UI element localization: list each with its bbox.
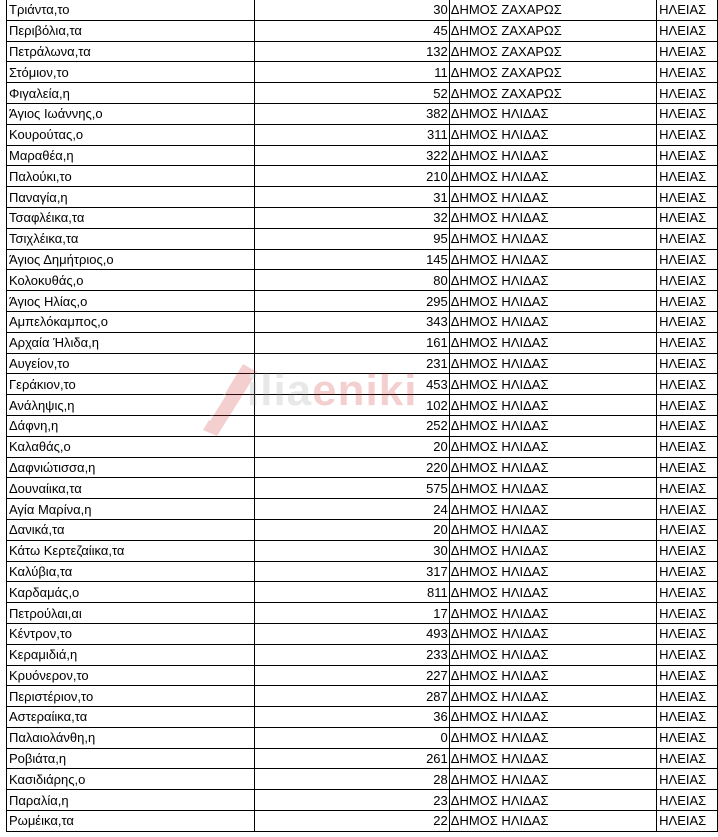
- cell-prefecture[interactable]: ΗΛΕΙΑΣ: [657, 415, 718, 436]
- cell-place[interactable]: Κουρούτας,ο: [7, 124, 255, 145]
- cell-municipality[interactable]: ΔΗΜΟΣ ΗΛΙΔΑΣ: [449, 228, 656, 249]
- cell-municipality[interactable]: ΔΗΜΟΣ ΗΛΙΔΑΣ: [449, 665, 656, 686]
- table-row: [7, 748, 718, 769]
- cell-place[interactable]: Άγιος Ιωάννης,ο: [7, 103, 255, 124]
- table-row: [7, 790, 718, 811]
- table-row: [7, 41, 718, 62]
- population-table: [6, 0, 718, 832]
- cell-place[interactable]: Ρωμέικα,τα: [7, 811, 255, 832]
- cell-prefecture[interactable]: ΗΛΕΙΑΣ: [657, 665, 718, 686]
- cell-prefecture[interactable]: ΗΛΕΙΑΣ: [657, 395, 718, 416]
- cell-place[interactable]: Τριάντα,το: [7, 0, 255, 20]
- cell-prefecture[interactable]: ΗΛΕΙΑΣ: [657, 457, 718, 478]
- cell-municipality[interactable]: ΔΗΜΟΣ ΗΛΙΔΑΣ: [449, 790, 656, 811]
- cell-population[interactable]: 31: [254, 187, 449, 208]
- cell-municipality[interactable]: ΔΗΜΟΣ ΗΛΙΔΑΣ: [449, 187, 656, 208]
- cell-prefecture[interactable]: ΗΛΕΙΑΣ: [657, 20, 718, 41]
- table-row: [7, 0, 718, 20]
- cell-population[interactable]: 161: [254, 332, 449, 353]
- table-row: [7, 124, 718, 145]
- cell-municipality[interactable]: ΔΗΜΟΣ ΗΛΙΔΑΣ: [449, 686, 656, 707]
- cell-population[interactable]: 382: [254, 103, 449, 124]
- cell-population[interactable]: 231: [254, 353, 449, 374]
- cell-municipality[interactable]: ΔΗΜΟΣ ΗΛΙΔΑΣ: [449, 499, 656, 520]
- table-row: [7, 644, 718, 665]
- cell-municipality[interactable]: ΔΗΜΟΣ ΗΛΙΔΑΣ: [449, 540, 656, 561]
- cell-prefecture[interactable]: ΗΛΕΙΑΣ: [657, 644, 718, 665]
- cell-municipality[interactable]: ΔΗΜΟΣ ΗΛΙΔΑΣ: [449, 707, 656, 728]
- cell-prefecture[interactable]: ΗΛΕΙΑΣ: [657, 686, 718, 707]
- cell-prefecture[interactable]: ΗΛΕΙΑΣ: [657, 707, 718, 728]
- cell-population[interactable]: 493: [254, 623, 449, 644]
- cell-population[interactable]: 20: [254, 436, 449, 457]
- cell-municipality[interactable]: ΔΗΜΟΣ ΗΛΙΔΑΣ: [449, 353, 656, 374]
- cell-municipality[interactable]: ΔΗΜΟΣ ΗΛΙΔΑΣ: [449, 207, 656, 228]
- table-row: [7, 457, 718, 478]
- cell-place[interactable]: Δουναίικα,τα: [7, 478, 255, 499]
- cell-place[interactable]: Δανικά,τα: [7, 519, 255, 540]
- cell-place[interactable]: Ροβιάτα,η: [7, 748, 255, 769]
- cell-municipality[interactable]: ΔΗΜΟΣ ΗΛΙΔΑΣ: [449, 145, 656, 166]
- cell-prefecture[interactable]: ΗΛΕΙΑΣ: [657, 748, 718, 769]
- cell-place[interactable]: Φιγαλεία,η: [7, 83, 255, 104]
- table-row: [7, 415, 718, 436]
- table-row: [7, 499, 718, 520]
- cell-population[interactable]: 24: [254, 499, 449, 520]
- cell-municipality[interactable]: ΔΗΜΟΣ ΗΛΙΔΑΣ: [449, 748, 656, 769]
- cell-population[interactable]: 287: [254, 686, 449, 707]
- cell-place[interactable]: Δάφνη,η: [7, 415, 255, 436]
- cell-population[interactable]: 95: [254, 228, 449, 249]
- table-row: [7, 519, 718, 540]
- cell-prefecture[interactable]: ΗΛΕΙΑΣ: [657, 519, 718, 540]
- cell-municipality[interactable]: ΔΗΜΟΣ ΗΛΙΔΑΣ: [449, 415, 656, 436]
- cell-prefecture[interactable]: ΗΛΕΙΑΣ: [657, 603, 718, 624]
- cell-prefecture[interactable]: ΗΛΕΙΑΣ: [657, 41, 718, 62]
- cell-municipality[interactable]: ΔΗΜΟΣ ΗΛΙΔΑΣ: [449, 436, 656, 457]
- table-row: [7, 478, 718, 499]
- table-row: [7, 582, 718, 603]
- cell-municipality[interactable]: ΔΗΜΟΣ ΗΛΙΔΑΣ: [449, 561, 656, 582]
- cell-municipality[interactable]: ΔΗΜΟΣ ΖΑΧΑΡΩΣ: [449, 83, 656, 104]
- cell-place[interactable]: Παλούκι,το: [7, 166, 255, 187]
- cell-municipality[interactable]: ΔΗΜΟΣ ΗΛΙΔΑΣ: [449, 332, 656, 353]
- cell-prefecture[interactable]: ΗΛΕΙΑΣ: [657, 166, 718, 187]
- cell-municipality[interactable]: ΔΗΜΟΣ ΗΛΙΔΑΣ: [449, 270, 656, 291]
- cell-municipality[interactable]: ΔΗΜΟΣ ΖΑΧΑΡΩΣ: [449, 0, 656, 20]
- cell-prefecture[interactable]: ΗΛΕΙΑΣ: [657, 103, 718, 124]
- cell-place[interactable]: Καλαθάς,ο: [7, 436, 255, 457]
- cell-prefecture[interactable]: ΗΛΕΙΑΣ: [657, 207, 718, 228]
- table-row: [7, 811, 718, 832]
- cell-municipality[interactable]: ΔΗΜΟΣ ΗΛΙΔΑΣ: [449, 811, 656, 832]
- cell-municipality[interactable]: ΔΗΜΟΣ ΗΛΙΔΑΣ: [449, 249, 656, 270]
- cell-place[interactable]: Άγιος Ηλίας,ο: [7, 291, 255, 312]
- cell-place[interactable]: Πετράλωνα,τα: [7, 41, 255, 62]
- cell-place[interactable]: Αμπελόκαμπος,ο: [7, 311, 255, 332]
- cell-population[interactable]: 11: [254, 62, 449, 83]
- cell-prefecture[interactable]: ΗΛΕΙΑΣ: [657, 291, 718, 312]
- cell-prefecture[interactable]: ΗΛΕΙΑΣ: [657, 540, 718, 561]
- cell-population[interactable]: 233: [254, 644, 449, 665]
- table-row: [7, 727, 718, 748]
- cell-prefecture[interactable]: ΗΛΕΙΑΣ: [657, 790, 718, 811]
- cell-place[interactable]: Μαραθέα,η: [7, 145, 255, 166]
- table-row: [7, 769, 718, 790]
- table-row: [7, 249, 718, 270]
- cell-prefecture[interactable]: ΗΛΕΙΑΣ: [657, 374, 718, 395]
- cell-municipality[interactable]: ΔΗΜΟΣ ΖΑΧΑΡΩΣ: [449, 20, 656, 41]
- cell-population[interactable]: 52: [254, 83, 449, 104]
- table-row: [7, 540, 718, 561]
- cell-prefecture[interactable]: ΗΛΕΙΑΣ: [657, 769, 718, 790]
- cell-place[interactable]: Άγιος Δημήτριος,ο: [7, 249, 255, 270]
- cell-municipality[interactable]: ΔΗΜΟΣ ΗΛΙΔΑΣ: [449, 769, 656, 790]
- cell-municipality[interactable]: ΔΗΜΟΣ ΗΛΙΔΑΣ: [449, 374, 656, 395]
- table-row: [7, 187, 718, 208]
- cell-place[interactable]: Κρυόνερον,το: [7, 665, 255, 686]
- cell-municipality[interactable]: ΔΗΜΟΣ ΗΛΙΔΑΣ: [449, 519, 656, 540]
- cell-prefecture[interactable]: ΗΛΕΙΑΣ: [657, 0, 718, 20]
- table-row: [7, 145, 718, 166]
- cell-prefecture[interactable]: ΗΛΕΙΑΣ: [657, 332, 718, 353]
- cell-population[interactable]: 220: [254, 457, 449, 478]
- cell-population[interactable]: 311: [254, 124, 449, 145]
- cell-prefecture[interactable]: ΗΛΕΙΑΣ: [657, 270, 718, 291]
- cell-municipality[interactable]: ΔΗΜΟΣ ΖΑΧΑΡΩΣ: [449, 62, 656, 83]
- cell-population[interactable]: 295: [254, 291, 449, 312]
- table-row: [7, 603, 718, 624]
- cell-place[interactable]: Δαφνιώτισσα,η: [7, 457, 255, 478]
- table-row: [7, 395, 718, 416]
- cell-prefecture[interactable]: ΗΛΕΙΑΣ: [657, 249, 718, 270]
- cell-prefecture[interactable]: ΗΛΕΙΑΣ: [657, 478, 718, 499]
- table-row: [7, 332, 718, 353]
- cell-municipality[interactable]: ΔΗΜΟΣ ΗΛΙΔΑΣ: [449, 457, 656, 478]
- cell-prefecture[interactable]: ΗΛΕΙΑΣ: [657, 145, 718, 166]
- table-row: [7, 83, 718, 104]
- cell-municipality[interactable]: ΔΗΜΟΣ ΗΛΙΔΑΣ: [449, 311, 656, 332]
- cell-prefecture[interactable]: ΗΛΕΙΑΣ: [657, 561, 718, 582]
- cell-population[interactable]: 20: [254, 519, 449, 540]
- table-row: [7, 436, 718, 457]
- cell-place[interactable]: Αστεραίικα,τα: [7, 707, 255, 728]
- cell-place[interactable]: Κεραμιδιά,η: [7, 644, 255, 665]
- cell-population[interactable]: 252: [254, 415, 449, 436]
- cell-municipality[interactable]: ΔΗΜΟΣ ΗΛΙΔΑΣ: [449, 644, 656, 665]
- cell-place[interactable]: Παναγία,η: [7, 187, 255, 208]
- cell-municipality[interactable]: ΔΗΜΟΣ ΗΛΙΔΑΣ: [449, 124, 656, 145]
- table-row: [7, 103, 718, 124]
- table-row: [7, 665, 718, 686]
- table-row: [7, 686, 718, 707]
- cell-population[interactable]: 343: [254, 311, 449, 332]
- table-row: [7, 207, 718, 228]
- cell-place[interactable]: Στόμιον,το: [7, 62, 255, 83]
- cell-place[interactable]: Ανάληψις,η: [7, 395, 255, 416]
- cell-population[interactable]: 45: [254, 20, 449, 41]
- cell-population[interactable]: 227: [254, 665, 449, 686]
- cell-place[interactable]: Κολοκυθάς,ο: [7, 270, 255, 291]
- cell-place[interactable]: Καλύβια,τα: [7, 561, 255, 582]
- cell-prefecture[interactable]: ΗΛΕΙΑΣ: [657, 436, 718, 457]
- cell-population[interactable]: 210: [254, 166, 449, 187]
- cell-place[interactable]: Καρδαμάς,ο: [7, 582, 255, 603]
- cell-population[interactable]: 17: [254, 603, 449, 624]
- cell-municipality[interactable]: ΔΗΜΟΣ ΗΛΙΔΑΣ: [449, 582, 656, 603]
- cell-municipality[interactable]: ΔΗΜΟΣ ΗΛΙΔΑΣ: [449, 395, 656, 416]
- cell-place[interactable]: Περιστέριον,το: [7, 686, 255, 707]
- cell-prefecture[interactable]: ΗΛΕΙΑΣ: [657, 623, 718, 644]
- table-row: [7, 707, 718, 728]
- cell-prefecture[interactable]: ΗΛΕΙΑΣ: [657, 499, 718, 520]
- table-row: [7, 62, 718, 83]
- table-row: [7, 20, 718, 41]
- cell-population[interactable]: 261: [254, 748, 449, 769]
- table-row: [7, 623, 718, 644]
- cell-population[interactable]: 30: [254, 0, 449, 20]
- cell-population[interactable]: 322: [254, 145, 449, 166]
- cell-municipality[interactable]: ΔΗΜΟΣ ΗΛΙΔΑΣ: [449, 727, 656, 748]
- table-row: [7, 374, 718, 395]
- cell-population[interactable]: 453: [254, 374, 449, 395]
- table-row: [7, 270, 718, 291]
- cell-prefecture[interactable]: ΗΛΕΙΑΣ: [657, 124, 718, 145]
- cell-population[interactable]: 30: [254, 540, 449, 561]
- cell-population[interactable]: 575: [254, 478, 449, 499]
- table-row: [7, 228, 718, 249]
- cell-prefecture[interactable]: ΗΛΕΙΑΣ: [657, 62, 718, 83]
- cell-place[interactable]: Τσιχλέικα,τα: [7, 228, 255, 249]
- cell-population[interactable]: 32: [254, 207, 449, 228]
- cell-population[interactable]: 132: [254, 41, 449, 62]
- cell-prefecture[interactable]: ΗΛΕΙΑΣ: [657, 353, 718, 374]
- cell-municipality[interactable]: ΔΗΜΟΣ ΗΛΙΔΑΣ: [449, 478, 656, 499]
- cell-municipality[interactable]: ΔΗΜΟΣ ΗΛΙΔΑΣ: [449, 291, 656, 312]
- cell-population[interactable]: 36: [254, 707, 449, 728]
- cell-prefecture[interactable]: ΗΛΕΙΑΣ: [657, 187, 718, 208]
- cell-population[interactable]: 145: [254, 249, 449, 270]
- table-row: [7, 166, 718, 187]
- cell-prefecture[interactable]: ΗΛΕΙΑΣ: [657, 83, 718, 104]
- cell-prefecture[interactable]: ΗΛΕΙΑΣ: [657, 582, 718, 603]
- table-row: [7, 353, 718, 374]
- cell-place[interactable]: Αγία Μαρίνα,η: [7, 499, 255, 520]
- cell-population[interactable]: 102: [254, 395, 449, 416]
- cell-place[interactable]: Περιβόλια,τα: [7, 20, 255, 41]
- cell-prefecture[interactable]: ΗΛΕΙΑΣ: [657, 727, 718, 748]
- table-row: [7, 561, 718, 582]
- cell-place[interactable]: Πετρούλαι,αι: [7, 603, 255, 624]
- cell-place[interactable]: Τσαφλέικα,τα: [7, 207, 255, 228]
- watermark-text-part1: ilia: [247, 366, 313, 415]
- table-row: [7, 311, 718, 332]
- table-row: [7, 291, 718, 312]
- cell-population[interactable]: 23: [254, 790, 449, 811]
- cell-prefecture[interactable]: ΗΛΕΙΑΣ: [657, 311, 718, 332]
- cell-population[interactable]: 28: [254, 769, 449, 790]
- table-body: [7, 0, 718, 831]
- cell-prefecture[interactable]: ΗΛΕΙΑΣ: [657, 228, 718, 249]
- cell-population[interactable]: 317: [254, 561, 449, 582]
- cell-place[interactable]: Αυγείον,το: [7, 353, 255, 374]
- cell-place[interactable]: Γεράκιον,το: [7, 374, 255, 395]
- cell-prefecture[interactable]: ΗΛΕΙΑΣ: [657, 811, 718, 832]
- cell-place[interactable]: Κέντρον,το: [7, 623, 255, 644]
- cell-place[interactable]: Κάτω Κερτεζαίικα,τα: [7, 540, 255, 561]
- cell-municipality[interactable]: ΔΗΜΟΣ ΗΛΙΔΑΣ: [449, 603, 656, 624]
- cell-place[interactable]: Παραλία,η: [7, 790, 255, 811]
- cell-place[interactable]: Αρχαία Ήλιδα,η: [7, 332, 255, 353]
- cell-municipality[interactable]: ΔΗΜΟΣ ΗΛΙΔΑΣ: [449, 103, 656, 124]
- cell-population[interactable]: 22: [254, 811, 449, 832]
- cell-population[interactable]: 80: [254, 270, 449, 291]
- cell-municipality[interactable]: ΔΗΜΟΣ ΗΛΙΔΑΣ: [449, 623, 656, 644]
- cell-municipality[interactable]: ΔΗΜΟΣ ΗΛΙΔΑΣ: [449, 166, 656, 187]
- cell-municipality[interactable]: ΔΗΜΟΣ ΖΑΧΑΡΩΣ: [449, 41, 656, 62]
- cell-population[interactable]: 811: [254, 582, 449, 603]
- cell-place[interactable]: Κασιδιάρης,ο: [7, 769, 255, 790]
- cell-place[interactable]: Παλαιολάνθη,η: [7, 727, 255, 748]
- watermark-text-part2: eniki: [312, 366, 418, 415]
- cell-population[interactable]: 0: [254, 727, 449, 748]
